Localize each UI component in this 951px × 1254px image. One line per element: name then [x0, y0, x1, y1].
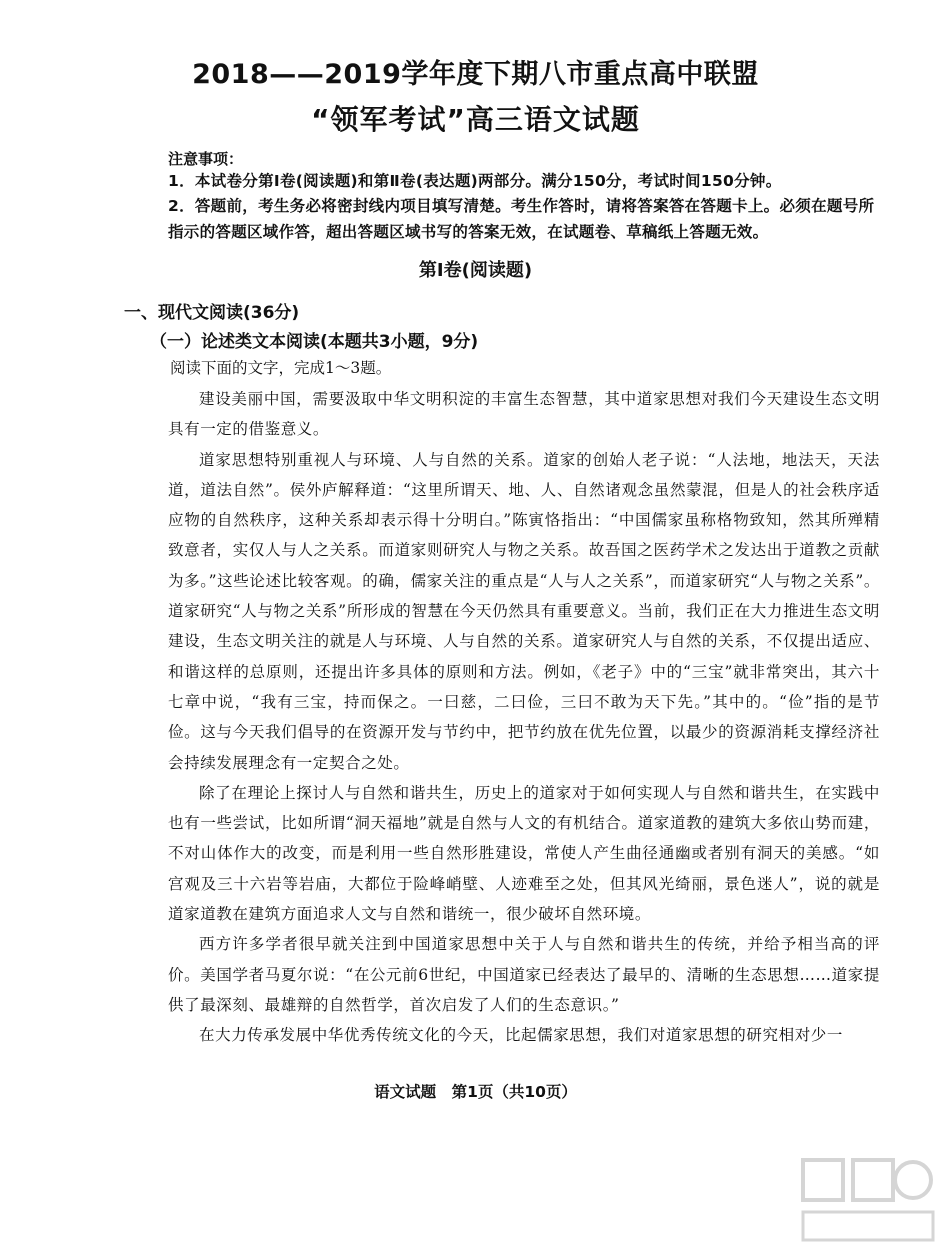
section-title: 一、现代文阅读(36分)	[124, 303, 300, 323]
watermark-logo-icon	[793, 1150, 943, 1250]
reading-instruction: 阅读下面的文字，完成1～3题。	[170, 359, 392, 377]
notice-item-1: 1．本试卷分第Ⅰ卷(阅读题)和第Ⅱ卷(表达题)两部分。满分150分，考试时间150分钟。	[168, 172, 782, 190]
passage-paragraph-5: 在大力传承发展中华优秀传统文化的今天，比起儒家思想，我们对道家思想的研究相对少一	[199, 1026, 844, 1045]
passage-paragraph-4: 西方许多学者很早就关注到中国道家思想中关于人与自然和谐共生的传统，并给予相当高的评价。美国学者马夏尔说：“在公元前6世纪，中国道家已经表达了最早的、清晰的生态思想……道家提供了最深刻、最雄辩的自然哲学，首次启发了人们的生态意识。”	[168, 935, 880, 1014]
notice-heading: 注意事项：	[168, 150, 244, 168]
passage-paragraph-2: 道家思想特别重视人与环境、人与自然的关系。道家的创始人老子说：“人法地，地法天，天法道，道法自然”。侯外庐解释道：“这里所谓天、地、人、自然诸观念虽然蒙混，但是人的社会秩序适应物的自然秩序，这种关系却表示得十分明白。”陈寅恪指出：“中国儒家虽称格物致知，然其所殚精致意者，实仅人与人之关系。而道家则研究人与物之关系。故吾国之医药学术之发达出于道教之贡献为多。”这些论述比较客观。的确，儒家关注的重点是“人与人之关系”，而道家研究“人与物之关系”。道家研究“人与物之关系”所形成的智慧在今天仍然具有重要意义。当前，我们正在大力推进生态文明建设，生态文明关注的就是人与环境、人与自然的关系。道家研究人与自然的关系，不仅提出适应、和谐这样的总原则，还提出许多具体的原则和方法。例如，《老子》中的“三宝”就非常突出，其六十七章中说，“我有三宝，持而保之。一曰慈，二曰俭，三曰不敢为天下先。”其中的。“俭”指的是节俭。这与今天我们倡导的在资源开发与节约中，把节约放在优先位置，以最少的资源消耗支撑经济社会持续发展理念有一定契合之处。	[168, 450, 880, 772]
exam-title-line2: “领军考试”高三语文试题	[311, 103, 640, 136]
page-footer: 语文试题 第1页（共10页）	[374, 1083, 577, 1101]
notice-item-2: 2．答题前，考生务必将密封线内项目填写清楚。考生作答时，请将答案答在答题卡上。必须在题号所指示的答题区域作答，超出答题区域书写的答案无效，在试题卷、草稿纸上答题无效。	[168, 197, 875, 241]
volume-title: 第Ⅰ卷(阅读题)	[418, 260, 533, 281]
reading-passage	[168, 384, 880, 1051]
section-subtitle: （一）论述类文本阅读(本题共3小题，9分)	[150, 332, 479, 352]
passage-paragraph-3: 除了在理论上探讨人与自然和谐共生，历史上的道家对于如何实现人与自然和谐共生，在实践中也有一些尝试，比如所谓“洞天福地”就是自然与人文的有机结合。道家道教的建筑大多依山势而建，不对山体作大的改变，而是利用一些自然形胜建设，常使人产生曲径通幽或者别有洞天的美感。“如宫观及三十六岩等岩庙，大都位于险峰峭壁、人迹难至之处，但其风光绮丽，景色迷人”，说的就是道家道教在建筑方面追求人文与自然和谐统一，很少破坏自然环境。	[168, 783, 880, 924]
passage-paragraph-1: 建设美丽中国，需要汲取中华文明积淀的丰富生态智慧，其中道家思想对我们今天建设生态文明具有一定的借鉴意义。	[168, 390, 880, 439]
exam-title-line1: 2018——2019学年度下期八市重点高中联盟	[192, 59, 759, 90]
